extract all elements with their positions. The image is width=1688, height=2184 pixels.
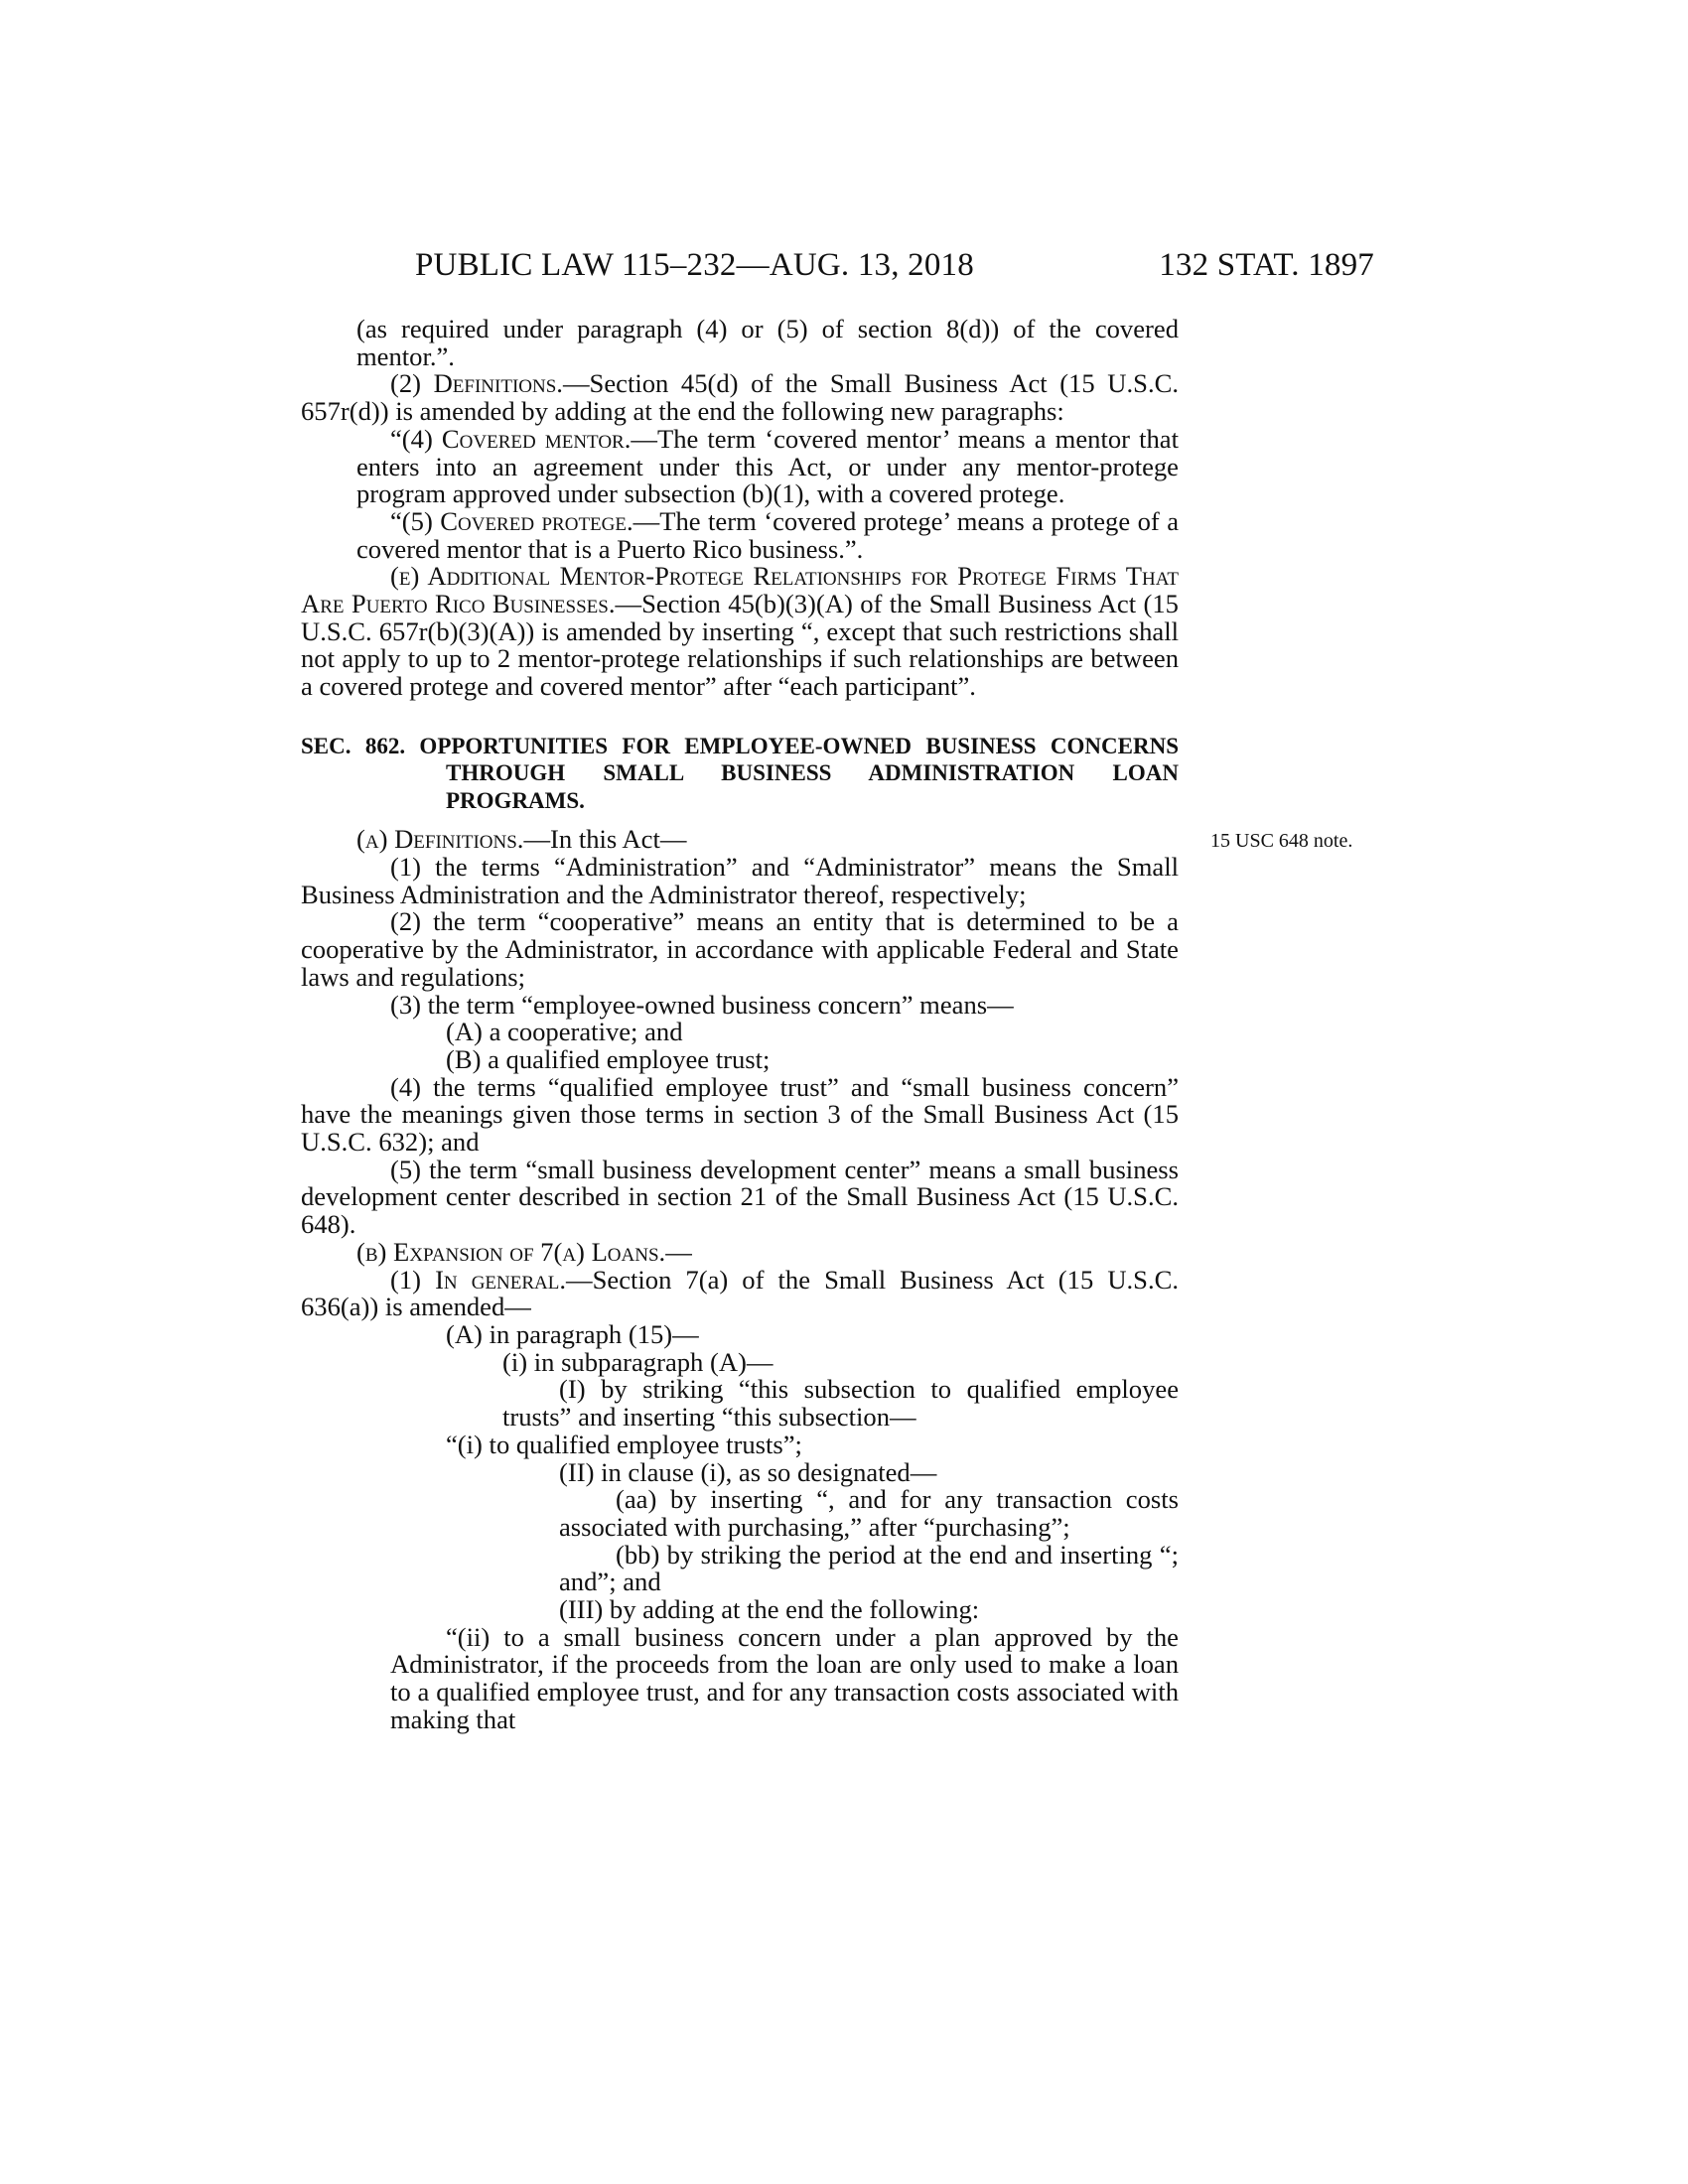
list-item: (aa) by inserting “, and for any transaction costs associated with purchasing,” after “purchasing”;	[559, 1484, 1179, 1542]
paragraph-in-general	[301, 1264, 1179, 1322]
paragraph-subsection-b	[301, 1236, 1179, 1267]
section-heading: SEC. 862. OPPORTUNITIES FOR EMPLOYEE-OWNED BUSINESS CONCERNS THROUGH SMALL BUSINESS ADMINISTRATION LOAN PROGRAMS.	[301, 733, 1179, 813]
paragraph-heading: (1) In general.	[390, 1264, 567, 1295]
list-item: (2) the term “cooperative” means an entity that is determined to be a cooperative by the Administrator, in accordance with applicable Federal and State laws and regulations;	[301, 906, 1179, 992]
quoted-text: “(i) to qualified employee trusts”;	[446, 1429, 802, 1459]
list-item: (II) in clause (i), as so designated—	[559, 1456, 937, 1487]
list-item: (i) in subparagraph (A)—	[502, 1346, 774, 1377]
paragraph-heading: (b) Expansion of 7(a) Loans.	[356, 1236, 666, 1267]
list-item: (A) a cooperative; and	[446, 1017, 683, 1047]
list-item: (bb) by striking the period at the end and inserting “; and”; and	[559, 1539, 1179, 1597]
header-stat-page: 132 STAT. 1897	[1159, 247, 1374, 283]
header-public-law: PUBLIC LAW 115–232—AUG. 13, 2018	[415, 247, 974, 283]
paragraph-text: —The term ‘covered mentor’ means a mentor that enters into an agreement under this Act, or under any mentor-protege program approved under subsection (b)(1), with a covered protege.	[356, 423, 1179, 509]
list-item: (5) the term “small business development center” means a small business development center described in section 21 of the Small Business Act (15 U.S.C. 648).	[301, 1154, 1179, 1240]
list-item: (4) the terms “qualified employee trust” and “small business concern” have the meanings given those terms in section 3 of the Small Business Act (15 U.S.C. 632); and	[301, 1071, 1179, 1158]
list-item: (I) by striking “this subsection to qualified employee trusts” and inserting “this subsection—	[502, 1374, 1179, 1433]
paragraph-covered-mentor	[301, 423, 1179, 509]
list-item: (III) by adding at the end the following:	[559, 1594, 980, 1625]
list-item: (3) the term “employee-owned business concern” means—	[390, 989, 1014, 1020]
paragraph-heading: “(4) Covered mentor.	[390, 423, 632, 454]
paragraph-text: —In this Act—	[523, 824, 687, 855]
paragraph-text: —Section 45(b)(3)(A) of the Small Business Act (15 U.S.C. 657r(b)(3)(A)) is amended by inserting “, except that such restrictions shall not apply to up to 2 mentor-protege relationships if such relationships are between a covered protege and covered mentor” after “each participant”.	[301, 589, 1179, 702]
paragraph-definitions	[301, 370, 1179, 425]
paragraph-heading: “(5) Covered protege.	[390, 505, 633, 536]
paragraph-subsection-a	[301, 824, 1353, 855]
list-item: (1) the terms “Administration” and “Administrator” means the Small Business Administration and the Administrator thereof, respectively;	[301, 852, 1179, 909]
paragraph-continuation: (as required under paragraph (4) or (5) of section 8(d)) of the covered mentor.”.	[356, 314, 1179, 371]
paragraph-heading: (2) Definitions.	[390, 368, 563, 399]
paragraph-text: —The term ‘covered protege’ means a protege of a covered mentor that is a Puerto Rico business.”.	[356, 505, 1179, 564]
paragraph-subsection-e	[301, 563, 1179, 701]
page-body	[301, 314, 1353, 1734]
paragraph-covered-protege	[301, 505, 1179, 564]
quoted-text: “(ii) to a small business concern under a plan approved by the Administrator, if the proceeds from the loan are only used to make a loan to a qualified employee trust, and for any transaction costs associated with making that	[390, 1621, 1179, 1734]
list-item: (B) a qualified employee trust;	[446, 1043, 771, 1074]
paragraph-heading: (e) Additional Mentor-Protege Relationships for Protege Firms That Are Puerto Rico Businesses.	[301, 561, 1179, 619]
paragraph-heading: (a) Definitions.	[356, 824, 524, 855]
running-header	[415, 245, 1374, 285]
paragraph-text: —	[665, 1236, 692, 1267]
list-item: (A) in paragraph (15)—	[446, 1319, 699, 1349]
margin-note: 15 USC 648 note.	[1210, 830, 1353, 853]
paragraph-text: —Section 7(a) of the Small Business Act (15 U.S.C. 636(a)) is amended—	[301, 1264, 1179, 1322]
paragraph-text: —Section 45(d) of the Small Business Act (15 U.S.C. 657r(d)) is amended by adding at the end the following new paragraphs:	[301, 368, 1179, 427]
